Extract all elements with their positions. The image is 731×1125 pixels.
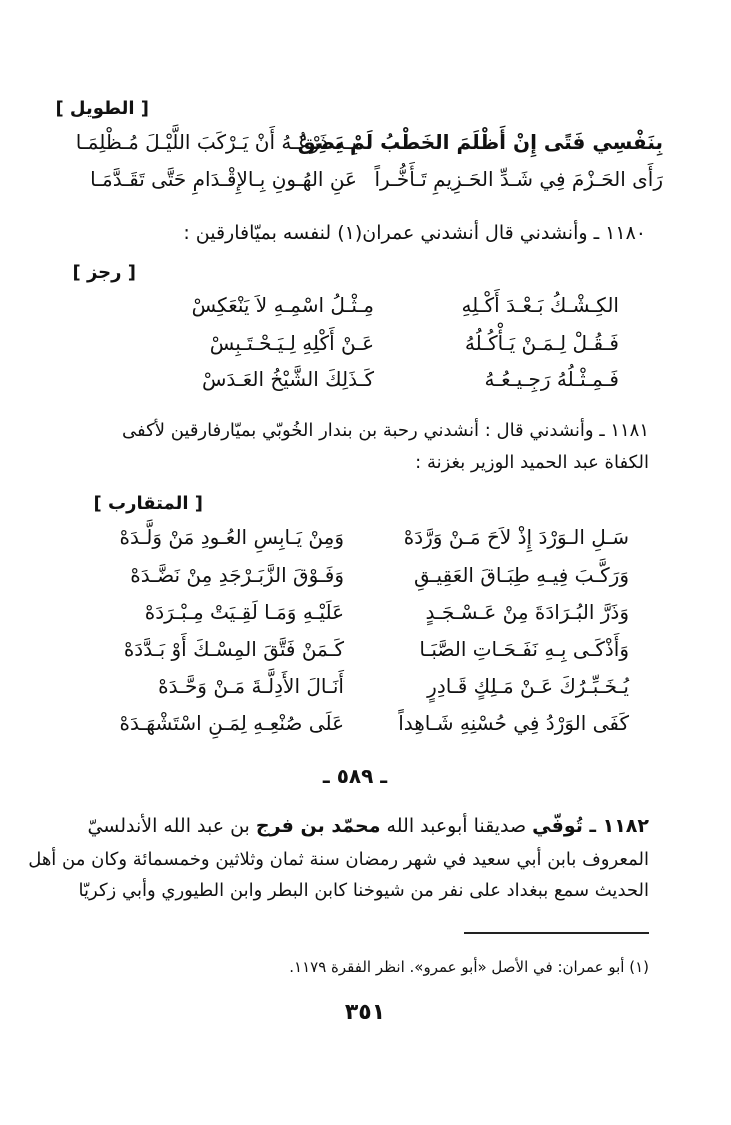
entry-1182-text: بن عبد الله الأندلسيّ bbox=[87, 815, 250, 837]
verse-line bbox=[57, 167, 663, 191]
entry-1182-text: صديقنا أبوعبد الله bbox=[386, 815, 527, 837]
entry-1182-line-3: الحديث سمع ببغداد على نفر من شيوخنا كابن البطر وابن الطيوري وأبي زكريّا bbox=[78, 880, 649, 901]
first-hemistich: سَـلِ الـوَرْدَ إِذْ لاَحَ مَـنْ وَرَّدَهْ bbox=[403, 525, 629, 549]
entry-1182-line-1 bbox=[87, 815, 649, 837]
first-hemistich: رَأَى الحَـزْمَ فِي شَـدِّ الحَـزِيمِ تَـأَخُّـراً bbox=[374, 167, 663, 191]
person-name: محمّد بن فرج bbox=[255, 815, 381, 837]
first-hemistich: الكِـشْـكُ بَـعْـدَ أَكْـلِهِ bbox=[461, 293, 619, 317]
footnote: (١) أبو عمران: في الأصل «أبو عمرو». انظر الفقرة ١١٧٩. bbox=[289, 958, 649, 976]
first-hemistich: فَـمِـثْـلُهُ رَجِـيـعُـهُ bbox=[484, 367, 619, 391]
verse-line bbox=[57, 130, 663, 154]
first-hemistich: وَرَكَّـبَ فِيـهِ طِبَـاقَ العَقِيـقِ bbox=[414, 563, 629, 587]
second-hemistich: عَلَى صُنْعِـهِ لِمَـنِ اسْتَشْهَـدَهْ bbox=[119, 711, 344, 735]
footnote-separator bbox=[464, 932, 649, 934]
verse-line bbox=[96, 711, 629, 735]
page-number: ٣٥١ bbox=[344, 1000, 386, 1025]
meter-label-tawil: [ الطويل ] bbox=[55, 98, 149, 119]
verse-line bbox=[96, 637, 629, 661]
verse-line bbox=[96, 525, 629, 549]
entry-1180-intro: ١١٨٠ ـ وأنشدني قال أنشدني عمران(١) لنفسه بميّافارقين : bbox=[183, 222, 646, 244]
second-hemistich: عَلَيْـهِ وَمَـا لَقِـيَتْ مِـبْـرَدَهْ bbox=[144, 600, 344, 624]
second-hemistich: عَـنْ أَكْلِهِ لِـيَـحْـتَـبِسْ bbox=[209, 331, 374, 355]
second-hemistich: عَنِ الهُـونِ بِـالإِقْـدَامِ حَتَّى تَقَـدَّمَـا bbox=[90, 167, 357, 191]
entry-1181-line-1: ١١٨١ ـ وأنشدني قال : أنشدني رحبة بن بندار الخُوبّي بميّارفارقين لأكفى bbox=[122, 420, 649, 441]
second-hemistich: وَفَـوْقَ الزَّبَـرْجَدِ مِنْ نَضَّـدَهْ bbox=[130, 563, 344, 587]
verse-line bbox=[96, 563, 629, 587]
second-hemistich: مِـثْـلُ اسْمِـهِ لاَ يَنْعَكِسْ bbox=[191, 293, 374, 317]
second-hemistich: كَـذَلِكَ الشَّيْخُ العَـدَسْ bbox=[201, 367, 374, 391]
meter-label-mutaqarib: [ المتقارب ] bbox=[93, 493, 203, 514]
verse-line bbox=[144, 293, 619, 317]
second-hemistich: بِـهِ ذَرْعُـهُ أَنْ يَـرْكَبَ اللَّيْـلَ مُـظْلِمَـا bbox=[75, 130, 357, 154]
entry-1181-line-2: الكفاة عبد الحميد الوزير بغزنة : bbox=[415, 452, 649, 473]
verse-line bbox=[144, 331, 619, 355]
first-hemistich: وَذَرَّ البُـرَادَةَ مِنْ عَـسْـجَـدٍ bbox=[425, 600, 629, 624]
entry-1182-line-2: المعروف بابن أبي سعيد في شهر رمضان سنة ثمان وثلاثين وخمسمائة وكان من أهل bbox=[28, 849, 649, 870]
first-hemistich: بِنَفْسِي فَتًى إِنْ أَظْلَمَ الخَطْبُ لَمْ يَضِقْ bbox=[297, 130, 663, 154]
section-number: ـ ٥٨٩ ـ bbox=[322, 764, 388, 788]
verse-line bbox=[96, 600, 629, 624]
meter-label-rajaz: [ رجز ] bbox=[72, 262, 136, 283]
second-hemistich: أَنَـالَ الأَدِلَّـةَ مَـنْ وَحَّـدَهْ bbox=[158, 674, 344, 698]
verse-line bbox=[144, 367, 619, 391]
second-hemistich: وَمِنْ يَـابِسِ العُـودِ مَنْ وَلَّـدَهْ bbox=[119, 525, 344, 549]
verse-line bbox=[96, 674, 629, 698]
first-hemistich: فَـقُـلْ لِـمَـنْ يَـأْكُـلُهُ bbox=[464, 331, 619, 355]
first-hemistich: يُـخَـبِّـرُكَ عَـنْ مَـلِكٍ قَـادِرٍ bbox=[427, 674, 629, 698]
first-hemistich: وَأَذْكَـى بِـهِ نَفَـحَـاتِ الصَّبَـا bbox=[419, 637, 629, 661]
entry-1182-number: ١١٨٢ ـ تُوفّي bbox=[532, 815, 649, 837]
first-hemistich: كَفَى الوَرْدُ فِي حُسْنِهِ شَـاهِداً bbox=[398, 711, 629, 735]
second-hemistich: كَـمَنْ فَتَّقَ المِسْـكَ أَوْ بَـدَّدَهْ bbox=[123, 637, 344, 661]
